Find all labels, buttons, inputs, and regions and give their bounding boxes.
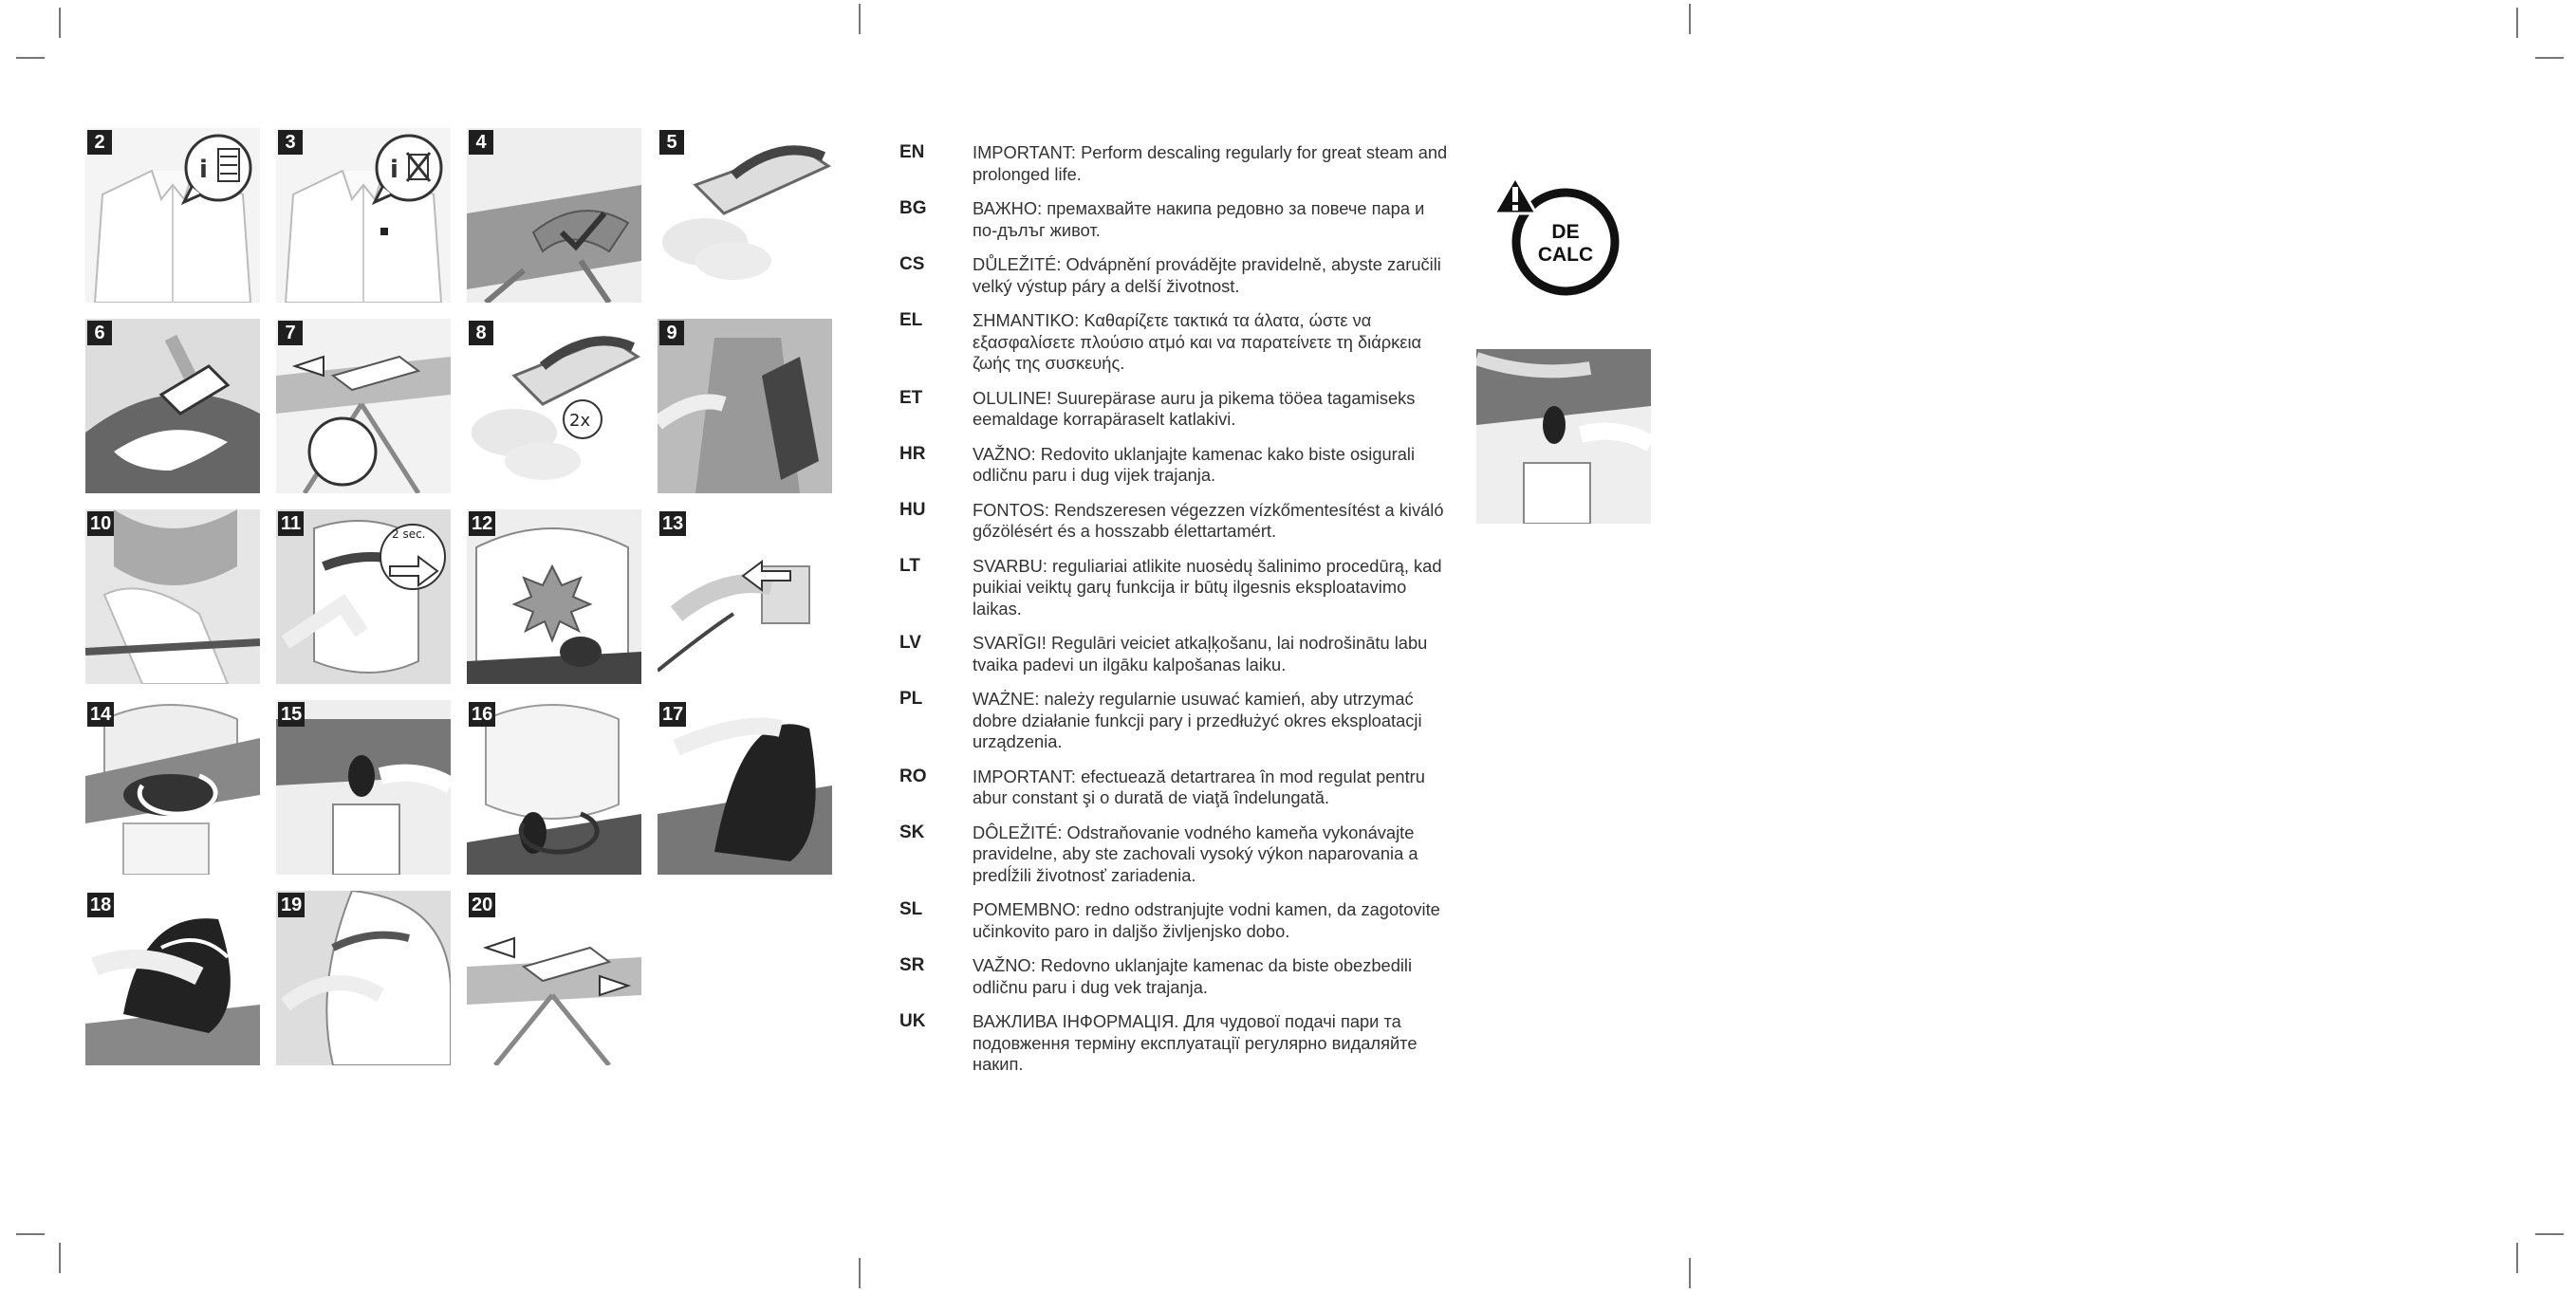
step-number: 6 bbox=[87, 321, 112, 345]
step-illustration-iron-on-board bbox=[467, 891, 641, 1065]
step-number: 18 bbox=[87, 893, 114, 917]
decalc-label-line1: DE bbox=[1551, 221, 1580, 243]
crop-mark bbox=[2516, 8, 2518, 38]
crop-mark bbox=[59, 8, 61, 38]
step-illustration-shirt-info bbox=[85, 128, 260, 303]
language-text: SVARBU: reguliariai atlikite nuosėdų šalinimo procedūrą, kad puikiai veiktų garų funkcija ir būtų ilgesnis eksploatavimo laikas. bbox=[973, 555, 1442, 619]
step-number: 3 bbox=[278, 130, 303, 155]
language-text: ΣΗΜΑΝΤΙΚΟ: Καθαρίζετε τακτικά τα άλατα, ώστε να εξασφαλίσετε πλούσιο ατμό και να παρατείνετε τη διάρκεια ζωής της συσκευής. bbox=[973, 310, 1422, 373]
language-row bbox=[899, 1011, 1450, 1076]
crop-mark bbox=[16, 57, 45, 59]
language-row bbox=[899, 767, 1450, 809]
language-text: FONTOS: Rendszeresen végezzen vízkőmentesítést a kiváló gőzölésért és a hosszabb élettartamért. bbox=[973, 499, 1444, 541]
language-row bbox=[899, 500, 1450, 543]
step-number: 16 bbox=[469, 702, 495, 727]
language-code: BG bbox=[899, 198, 927, 218]
language-row bbox=[899, 899, 1450, 942]
language-row bbox=[899, 689, 1450, 753]
step-number: 7 bbox=[278, 321, 303, 345]
step-number: 14 bbox=[87, 702, 114, 727]
step-illustration-iron-board-unplug bbox=[276, 319, 451, 493]
step-number: 17 bbox=[659, 702, 686, 727]
step-illustration-ironing-board bbox=[467, 128, 641, 303]
language-code: LV bbox=[899, 633, 921, 653]
crop-mark bbox=[1689, 4, 1691, 34]
language-text: SVARĪGI! Regulāri veiciet atkaļķošanu, lai nodrošinātu labu tvaika padevi un ilgāku kalpošanas laiku. bbox=[973, 633, 1428, 674]
step-number: 8 bbox=[469, 321, 493, 345]
language-list bbox=[899, 142, 1450, 1089]
decalc-label-line2: CALC bbox=[1537, 244, 1594, 266]
crop-mark bbox=[59, 1243, 61, 1273]
language-text: IMPORTANT: efectuează detartrarea în mod regulat pentru abur constant şi o durată de viaţă îndelungată. bbox=[973, 766, 1425, 807]
language-row bbox=[899, 198, 1450, 241]
decalc-cup-illustration bbox=[1476, 349, 1651, 524]
step-illustration-two-seconds bbox=[276, 509, 451, 684]
step-illustration-iron-twice bbox=[467, 319, 641, 493]
step-number: 19 bbox=[278, 893, 305, 917]
language-code: RO bbox=[899, 766, 927, 786]
language-text: IMPORTANT: Perform descaling regularly for great steam and prolonged life. bbox=[973, 142, 1448, 184]
step-illustration-warning-light bbox=[467, 509, 641, 684]
language-text: ВАЖЛИВА ІНФОРМАЦІЯ. Для чудової подачі пари та подовження терміну експлуатації регулярно видаляйте накип. bbox=[973, 1011, 1418, 1074]
crop-mark bbox=[1689, 1258, 1691, 1288]
step-number: 9 bbox=[659, 321, 684, 345]
language-code: PL bbox=[899, 689, 923, 709]
step-number: 12 bbox=[469, 511, 495, 536]
step-number: 10 bbox=[87, 511, 114, 536]
language-row bbox=[899, 633, 1450, 675]
step-illustration-iron-rest bbox=[276, 891, 451, 1065]
step-number: 20 bbox=[469, 893, 495, 917]
decalc-label bbox=[1523, 221, 1608, 267]
language-code: ET bbox=[899, 387, 923, 408]
step-illustration-unplug bbox=[658, 509, 832, 684]
language-code: LT bbox=[899, 555, 920, 576]
language-row bbox=[899, 556, 1450, 620]
step-illustration-hand-steamer bbox=[85, 509, 260, 684]
decalc-badge bbox=[1494, 174, 1627, 297]
step-illustration-shirt-no-info bbox=[276, 128, 451, 303]
step-number: 5 bbox=[659, 130, 684, 155]
step-number: 11 bbox=[278, 511, 304, 536]
crop-mark bbox=[2535, 1233, 2564, 1235]
language-code: EN bbox=[899, 142, 925, 162]
step-illustration-wipe-soleplate bbox=[85, 891, 260, 1065]
twice-label: 2x bbox=[569, 411, 591, 431]
language-row bbox=[899, 142, 1450, 185]
language-text: ВАЖНО: премахвайте накипа редовно за повече пара и по-дълъг живот. bbox=[973, 198, 1425, 240]
language-text: DŮLEŽITÉ: Odvápnění provádějte pravidelně, abyste zaručili velký výstup páry a delší životnost. bbox=[973, 254, 1441, 296]
language-code: CS bbox=[899, 254, 925, 274]
step-illustration-soleplate-tablet bbox=[85, 319, 260, 493]
crop-mark bbox=[2516, 1243, 2518, 1273]
language-row bbox=[899, 955, 1450, 998]
crop-mark bbox=[859, 1258, 861, 1288]
language-row bbox=[899, 254, 1450, 297]
step-illustration-cup-under bbox=[276, 700, 451, 875]
language-code: EL bbox=[899, 310, 923, 330]
language-code: HR bbox=[899, 443, 926, 464]
language-code: UK bbox=[899, 1011, 926, 1031]
crop-mark bbox=[2535, 57, 2564, 59]
language-text: DÔLEŽITÉ: Odstraňovanie vodného kameňa vykonávajte pravidelne, aby ste zachovali vysoký výkon naparovania a predĺžili životnosť zariadenia. bbox=[973, 822, 1418, 885]
step-illustration-soleplate-view bbox=[658, 700, 832, 875]
step-number: 2 bbox=[87, 130, 112, 155]
language-text: VAŽNO: Redovito uklanjajte kamenac kako biste osigurali odličnu paru i dug vijek trajanja. bbox=[973, 443, 1416, 485]
language-text: POMEMBNO: redno odstranjujte vodni kamen, da zagotovite učinkovito paro in daljšo življenjsko dobo. bbox=[973, 899, 1440, 941]
info-icon: i bbox=[199, 156, 208, 184]
crop-mark bbox=[859, 4, 861, 34]
language-code: SL bbox=[899, 899, 923, 919]
language-text: OLULINE! Suurepärase auru ja pikema tööea tagamiseks eemaldage korrapäraselt katlakivi. bbox=[973, 387, 1416, 429]
info-icon: i bbox=[390, 156, 398, 184]
language-row bbox=[899, 310, 1450, 375]
language-text: VAŽNO: Redovno uklanjajte kamenac da biste obezbedili odličnu paru i dug vek trajanja. bbox=[973, 955, 1413, 997]
step-illustration-vertical-steam bbox=[658, 319, 832, 493]
language-code: SR bbox=[899, 955, 925, 975]
seconds-label: 2 sec. bbox=[392, 527, 426, 541]
crop-mark bbox=[16, 1233, 45, 1235]
step-number: 15 bbox=[278, 702, 305, 727]
language-row bbox=[899, 822, 1450, 887]
language-row bbox=[899, 388, 1450, 431]
step-illustration-decalc-cap-close bbox=[467, 700, 641, 875]
language-code: SK bbox=[899, 822, 925, 842]
step-number: 4 bbox=[469, 130, 493, 155]
language-row bbox=[899, 444, 1450, 487]
language-code: HU bbox=[899, 499, 926, 520]
cup-icon bbox=[1476, 349, 1651, 524]
step-number: 13 bbox=[659, 511, 686, 536]
step-illustration-decalc-cap-turn bbox=[85, 700, 260, 875]
step-illustration-iron-steam bbox=[658, 128, 832, 303]
language-text: WAŻNE: należy regularnie usuwać kamień, aby utrzymać dobre działanie funkcji pary i przedłużyć okres eksploatacji urządzenia. bbox=[973, 689, 1422, 751]
